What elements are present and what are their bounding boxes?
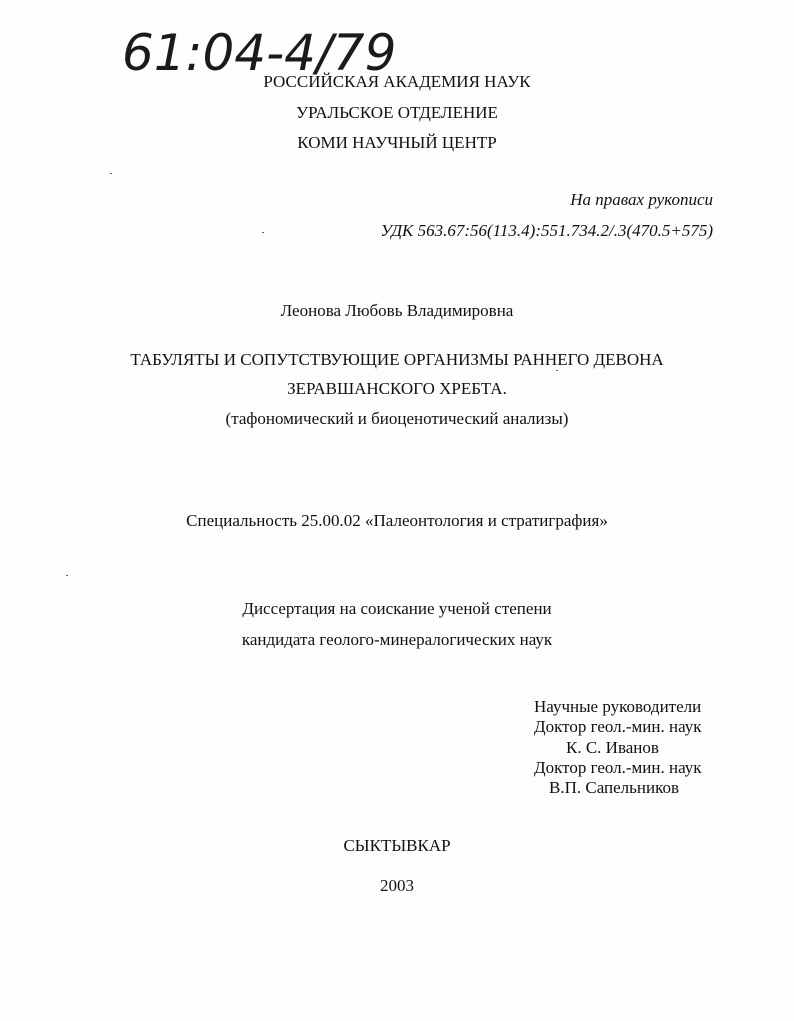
institution-line-1: РОССИЙСКАЯ АКАДЕМИЯ НАУК <box>263 72 531 91</box>
supervisor-2-name: В.П. Сапельников <box>549 778 680 797</box>
author-name: Леонова Любовь Владимировна <box>280 301 514 320</box>
institution-line-2: УРАЛЬСКОЕ ОТДЕЛЕНИЕ <box>296 103 498 122</box>
scan-speck <box>262 232 264 233</box>
svg-text:61:04-4/79: 61:04-4/79 <box>122 24 397 80</box>
scan-speck <box>110 173 112 174</box>
handwritten-archive-number <box>118 20 438 80</box>
udk-code: УДК 563.67:56(113.4):551.734.2/.3(470.5+575) <box>380 221 713 240</box>
supervisor-1-name: К. С. Иванов <box>566 738 659 757</box>
supervisors-heading: Научные руководители <box>534 697 702 716</box>
title-subtitle: (тафономический и биоценотический анализы) <box>225 409 569 428</box>
rights-note: На правах рукописи <box>570 190 713 209</box>
specialty: Специальность 25.00.02 «Палеонтология и стратиграфия» <box>186 511 608 530</box>
supervisor-1-degree: Доктор геол.-мин. наук <box>534 717 702 736</box>
scan-speck <box>66 575 68 576</box>
degree-line-1: Диссертация на соискание ученой степени <box>242 599 552 618</box>
title-line-2: ЗЕРАВШАНСКОГО ХРЕБТА. <box>287 379 507 398</box>
city: СЫКТЫВКАР <box>343 836 451 855</box>
scan-speck <box>556 370 558 371</box>
degree-line-2: кандидата геолого-минералогических наук <box>241 630 553 649</box>
supervisor-2-degree: Доктор геол.-мин. наук <box>534 758 702 777</box>
institution-line-3: КОМИ НАУЧНЫЙ ЦЕНТР <box>297 133 497 152</box>
title-line-1: ТАБУЛЯТЫ И СОПУТСТВУЮЩИЕ ОРГАНИЗМЫ РАННЕГО ДЕВОНА <box>130 350 664 369</box>
year: 2003 <box>380 876 414 895</box>
